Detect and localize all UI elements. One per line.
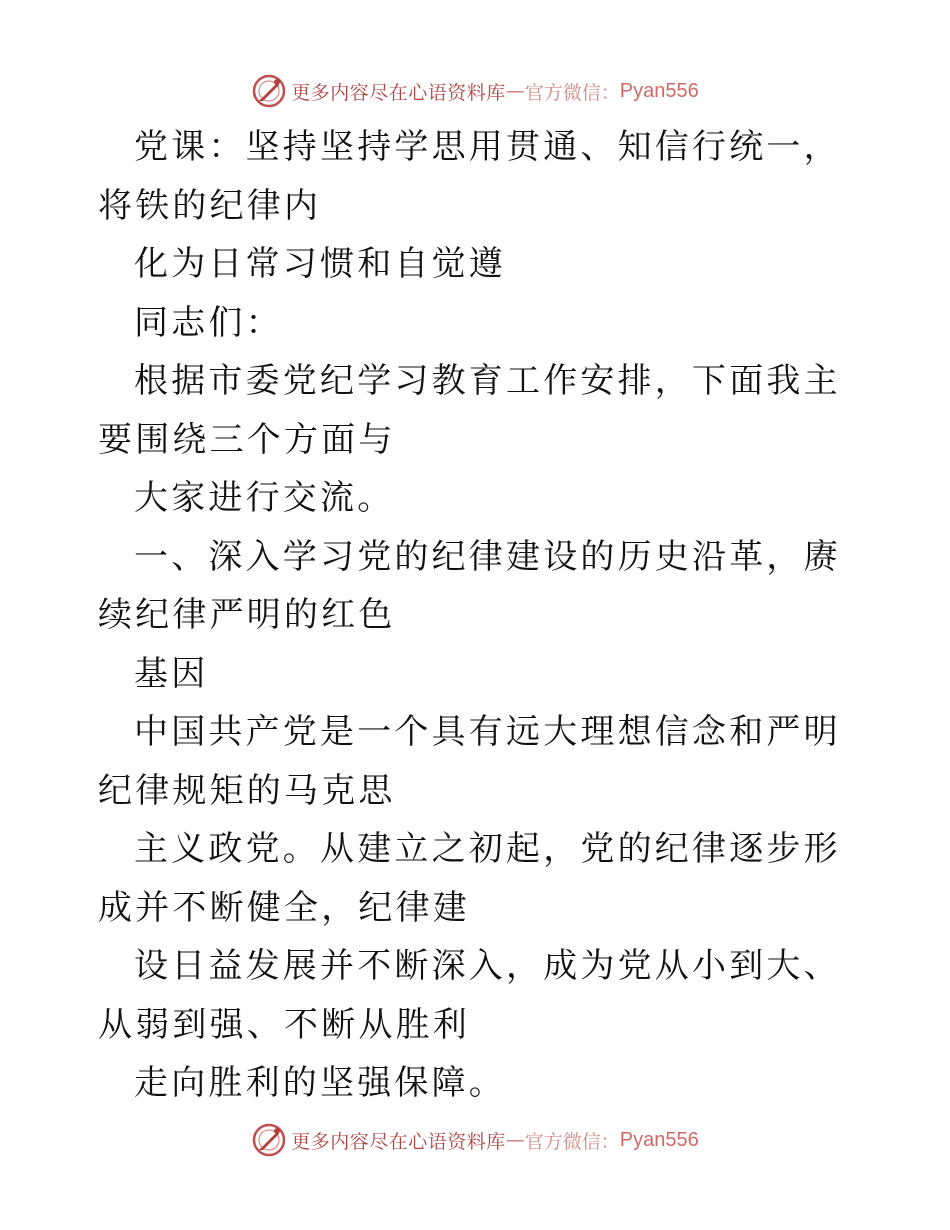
brush-pen-logo-icon [251,73,287,109]
footer-separator: — [505,1129,525,1151]
footer-banner [0,1120,950,1160]
intro-paragraph: 根据市委党纪学习教育工作安排，下面我主要围绕三个方面与 [98,361,841,460]
salutation: 同志们： [134,302,283,343]
body-paragraph-continuation-2: 设日益发展并不断深入，成为党从小到大、从弱到强、不断从胜利 [98,946,841,1045]
document-body [98,118,858,1113]
body-paragraph: 中国共产党是一个具有远大理想信念和严明纪律规矩的马克思 [98,712,841,811]
footer-wechat-label: 官方微信： [524,1130,620,1153]
header-site-text: 更多内容尽在心语资料库 [291,81,506,104]
header-wechat-label: 官方微信： [524,81,620,104]
intro-paragraph-continuation: 大家进行交流。 [134,478,395,518]
section-one-heading: 一、深入学习党的纪律建设的历史沿革，赓续纪律严明的红色 [98,536,841,635]
header-wechat-id: Pyan556 [619,79,699,102]
footer-banner-inner [251,1122,699,1158]
section-one-heading-continuation: 基因 [134,653,209,694]
header-banner [0,71,950,111]
body-paragraph-continuation-3: 走向胜利的坚强保障。 [134,1063,506,1103]
doc-title-continuation: 化为日常习惯和自觉遵 [134,244,506,284]
footer-site-text: 更多内容尽在心语资料库 [291,1130,506,1153]
doc-title-line: 党课：坚持坚持学思用贯通、知信行统一，将铁的纪律内 [98,127,841,226]
header-separator: — [505,80,525,102]
footer-wechat-id: Pyan556 [619,1128,699,1151]
brush-pen-logo-icon [251,1122,287,1158]
body-paragraph-continuation-1: 主义政党。从建立之初起，党的纪律逐步形成并不断健全，纪律建 [98,829,841,928]
header-banner-inner [251,73,699,109]
